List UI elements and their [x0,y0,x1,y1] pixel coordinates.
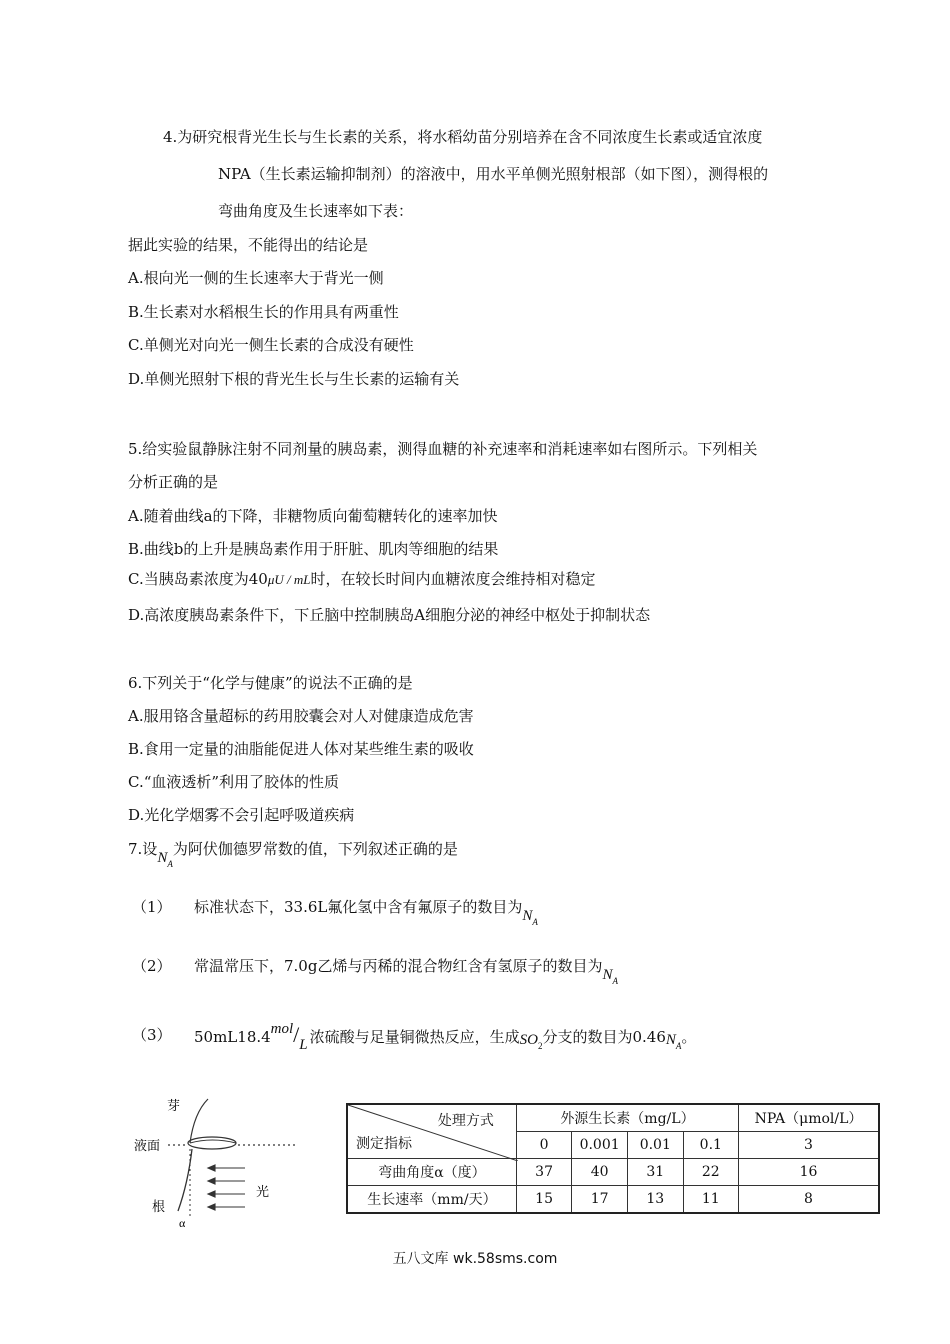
q7-na-sub: A [167,859,173,869]
seed-shape [188,1137,236,1149]
auxin-group-header: 外源生长素（mg/L） [516,1104,738,1132]
q7-item-3-text-pre: 50mL18.4 [194,1028,271,1046]
table-cell: 40 [572,1159,628,1186]
q5-option-c-unit: μU / mL [267,572,311,587]
q7-item-1 [194,896,538,925]
root-light-diagram [130,1093,310,1233]
table-header-row [347,1104,879,1132]
q5-line-2: 分析正确的是 [128,473,219,491]
label-light: 光 [256,1185,270,1200]
q7-item-3 [194,1021,697,1055]
table-cell: 22 [683,1159,738,1186]
npa-group-header: NPA（μmol/L） [739,1104,879,1132]
q6-option-d: D.光化学烟雾不会引起呼吸道疾病 [128,806,355,824]
q6-stem: 6.下列关于“化学与健康”的说法不正确的是 [128,674,413,692]
table-cell: 15 [516,1186,571,1214]
conc-cell: 0.1 [683,1132,738,1159]
q7-unit-numerator: mol [270,1021,294,1037]
results-table [346,1103,880,1214]
q7-unit-slash: / [293,1022,300,1047]
q7-so2 [519,1032,543,1051]
q5-option-c-post: 时，在较长时间内血糖浓度会维持相对稳定 [310,570,596,588]
q4-line-3: 弯曲角度及生长速率如下表： [218,202,414,220]
table-cell: 16 [739,1159,879,1186]
q6-option-c: C.“血液透析”利用了胶体的性质 [128,773,340,791]
q7-item-1-na-sub: A [532,917,538,927]
q7-item-3-na-sub: A [675,1041,682,1051]
q7-na-symbol [157,850,173,869]
table-row [347,1159,879,1186]
row-label: 生长速率（mm/天） [347,1186,516,1214]
q4-option-a: A.根向光一侧的生长速率大于背光一侧 [128,269,384,287]
q7-item-2-na-sub: A [612,976,618,986]
table-cell: 31 [627,1159,683,1186]
light-arrows [208,1165,245,1210]
q5-option-a: A.随着曲线a的下降，非糖物质向葡萄糖转化的速率加快 [128,507,498,525]
q7-item-2-num: （2） [132,957,172,975]
q7-unit-denominator: L [299,1037,308,1053]
q4-option-b: B.生长素对水稻根生长的作用具有两重性 [128,303,399,321]
corner-top-label: 处理方式 [437,1113,494,1129]
table-cell: 37 [516,1159,571,1186]
q5-line-1: 5.给实验鼠静脉注射不同剂量的胰岛素，测得血糖的补充速率和消耗速率如右图所示。下列相关 [128,440,758,458]
q7-na-letter: N [157,850,168,866]
q7-item-3-end: 。 [681,1028,697,1046]
footer-watermark: 五八文库 wk.58sms.com [392,1251,558,1267]
q7-item-2-text: 常温常压下，7.0g乙烯与丙稀的混合物红含有氢原子的数目为 [194,957,603,975]
q5-option-d: D.高浓度胰岛素条件下，下丘脑中控制胰岛A细胞分泌的神经中枢处于抑制状态 [128,606,651,624]
q7-item-2 [194,955,618,984]
corner-cell [347,1104,516,1159]
q7-so2-formula: SO [519,1032,538,1048]
q7-item-1-text: 标准状态下，33.6L氟化氢中含有氟原子的数目为 [194,898,523,916]
q7-stem [128,838,458,867]
label-alpha: α [179,1216,186,1230]
q7-item-1-num: （1） [132,898,172,916]
q7-item-1-na-letter: N [522,908,533,924]
q5-option-b: B.曲线b的上升是胰岛素作用于肝脏、肌肉等细胞的结果 [128,540,499,558]
q7-item-2-na [602,967,618,986]
table-cell: 8 [739,1186,879,1214]
label-bud: 芽 [167,1099,181,1114]
conc-cell: 0.001 [572,1132,628,1159]
q7-item-3-num: （3） [132,1026,172,1044]
q4-option-d: D.单侧光照射下根的背光生长与生长素的运输有关 [128,370,460,388]
label-liquid-surface: 液面 [134,1139,161,1154]
q4-line-1: 4.为研究根背光生长与生长素的关系，将水稻幼苗分别培养在含不同浓度生长素或适宜浓度 [163,128,763,146]
npa-conc-cell: 3 [739,1132,879,1159]
row-label: 弯曲角度α（度） [347,1159,516,1186]
q5-option-c [128,568,595,591]
label-root: 根 [152,1200,166,1215]
q7-item-3-na-letter: N [665,1032,676,1048]
q5-option-c-pre: C.当胰岛素浓度为40 [128,570,268,588]
q6-option-b: B.食用一定量的油脂能促进人体对某些维生素的吸收 [128,740,474,758]
q4-line-2: NPA（生长素运输抑制剂）的溶液中，用水平单侧光照射根部（如下图），测得根的 [218,165,769,183]
table-cell: 13 [627,1186,683,1214]
q7-item-2-na-letter: N [602,967,613,983]
q4-option-c: C.单侧光对向光一侧生长素的合成没有硬性 [128,336,414,354]
corner-bottom-label: 测定指标 [356,1136,412,1152]
q7-item-3-na [665,1032,682,1051]
q7-post: 为阿伏伽德罗常数的值，下列叙述正确的是 [172,840,458,858]
q4-stem: 据此实验的结果，不能得出的结论是 [128,236,369,254]
conc-cell: 0.01 [627,1132,683,1159]
q7-item-3-text-post: 分支的数目为0.46 [542,1028,666,1046]
seed-inner-line [190,1140,236,1143]
table-cell: 17 [572,1186,628,1214]
q7-item-1-na [522,908,538,927]
table-row [347,1186,879,1214]
conc-cell: 0 [516,1132,571,1159]
q7-so2-sub: 2 [538,1041,543,1051]
q7-item-3-text-mid: 浓硫酸与足量铜微热反应，生成 [309,1028,520,1046]
table-cell: 11 [683,1186,738,1214]
q7-pre: 7.设 [128,840,158,858]
q6-option-a: A.服用铬含量超标的药用胶囊会对人对健康造成危害 [128,707,474,725]
shoot-stem [190,1099,208,1143]
